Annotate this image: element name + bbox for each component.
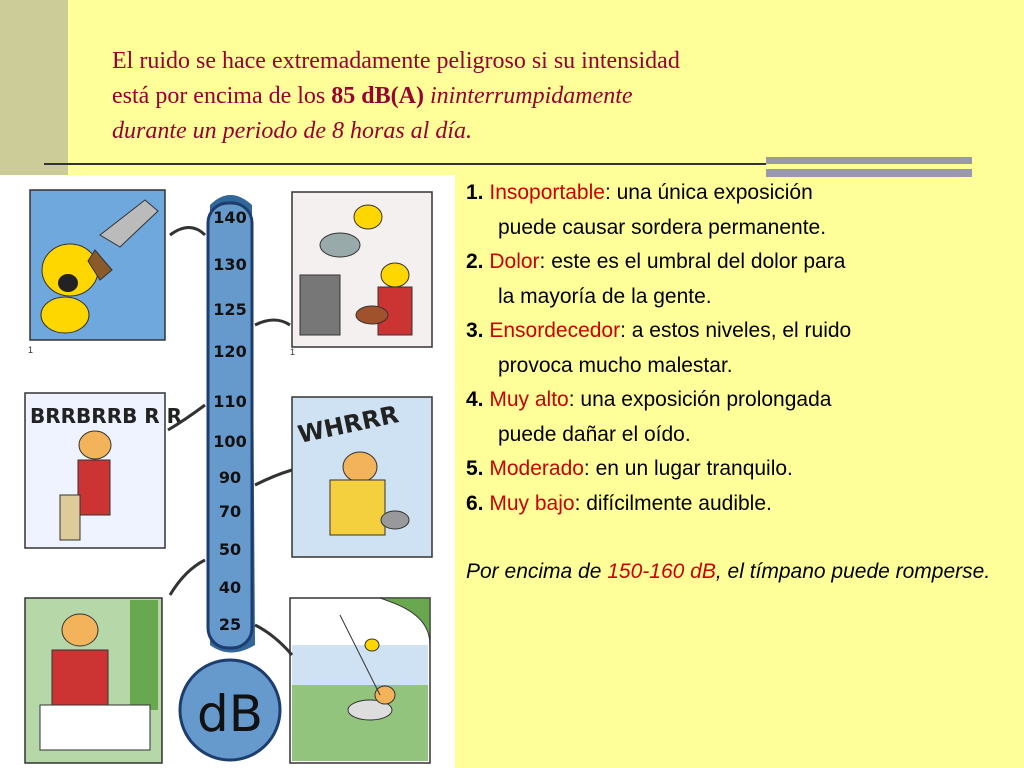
cartoon-fishing — [290, 598, 430, 763]
cartoon-office — [25, 598, 162, 763]
title-line-3: durante un periodo de 8 horas al día. — [112, 118, 472, 144]
item-text: : difícilmente audible. — [574, 491, 772, 515]
noise-level-list — [466, 176, 1006, 590]
arrow-to-power-tool — [255, 470, 292, 485]
noise-level-item — [466, 245, 1006, 314]
item-text: : en un lugar tranquilo. — [583, 457, 793, 480]
item-text-continued: provoca mucho malestar. — [498, 353, 733, 377]
decibel-thermometer — [180, 195, 280, 760]
thermometer-tick: 125 — [213, 300, 247, 319]
panel-number: 1 — [290, 347, 296, 357]
noise-level-illustration — [0, 175, 455, 768]
item-number: 3. — [466, 319, 484, 342]
item-term: Moderado — [489, 457, 584, 480]
item-number: 2. — [466, 250, 484, 273]
cartoon-sound-text: BRRBRRB R R — [30, 404, 183, 428]
thermometer-unit: dB — [196, 685, 264, 743]
arrow-to-concert — [255, 320, 290, 325]
divider-accent — [766, 157, 972, 177]
note-value: 150-160 dB — [607, 560, 716, 583]
left-accent-bar — [0, 0, 68, 175]
title-line-2-start: está por encima de los — [112, 83, 332, 109]
item-text-continued: puede causar sordera permanente. — [498, 215, 827, 239]
item-number: 5. — [466, 457, 484, 480]
note-pre: Por encima de — [466, 560, 608, 583]
eardrum-note — [466, 555, 1006, 590]
arrow-to-office — [170, 560, 205, 595]
item-term: Dolor — [489, 250, 540, 273]
thermometer-tick: 120 — [213, 342, 247, 361]
thermometer-tick: 50 — [218, 540, 242, 559]
noise-level-item — [466, 314, 1006, 383]
note-post: , el tímpano puede romperse. — [715, 560, 991, 583]
item-term: Insoportable — [489, 181, 605, 204]
cartoon-power-tool — [292, 397, 432, 557]
noise-level-item — [466, 383, 1006, 452]
item-number: 6. — [466, 491, 484, 515]
arrow-to-gunshot — [170, 228, 205, 236]
cartoon-concert — [292, 192, 432, 347]
spacer — [466, 521, 1006, 555]
cartoon-sound-text: WHRRR — [295, 400, 402, 449]
item-term: Ensordecedor — [489, 319, 621, 342]
cartoon-gunshot — [30, 190, 165, 340]
panel-number: 1 — [28, 345, 34, 355]
arrow-to-fishing — [255, 625, 292, 655]
thermometer-tick: 25 — [218, 615, 242, 634]
item-text-continued: puede dañar el oído. — [498, 422, 691, 446]
item-term: Muy alto — [489, 388, 569, 411]
thermometer-tick: 40 — [218, 578, 242, 597]
item-text: : una única exposición — [604, 181, 813, 204]
item-number: 1. — [466, 181, 484, 204]
item-text-continued: la mayoría de la gente. — [498, 284, 712, 308]
cartoon-jackhammer — [25, 393, 182, 548]
title-line-2 — [112, 79, 872, 114]
noise-level-item — [466, 176, 1006, 245]
title-line-2-italic: ininterrumpidamente — [423, 83, 633, 109]
noise-level-item — [466, 487, 1006, 522]
thermometer-tick: 110 — [213, 392, 247, 411]
item-number: 4. — [466, 388, 484, 411]
item-text: : a estos niveles, el ruido — [620, 319, 852, 342]
title-line-1: El ruido se hace extremadamente peligroso si su intensidad — [112, 48, 680, 74]
item-term: Muy bajo — [489, 491, 575, 515]
thermometer-tick: 140 — [213, 208, 247, 227]
thermometer-tick: 130 — [213, 255, 247, 274]
title-85dba: 85 dB(A) — [331, 83, 424, 109]
slide-title — [112, 44, 872, 149]
item-text: : una exposición prolongada — [568, 388, 832, 411]
thermometer-tick: 100 — [213, 432, 247, 451]
thermometer-tick: 70 — [218, 502, 242, 521]
thermometer-tick: 90 — [218, 468, 242, 487]
noise-level-item — [466, 452, 1006, 487]
item-text: : este es el umbral del dolor para — [539, 250, 846, 273]
